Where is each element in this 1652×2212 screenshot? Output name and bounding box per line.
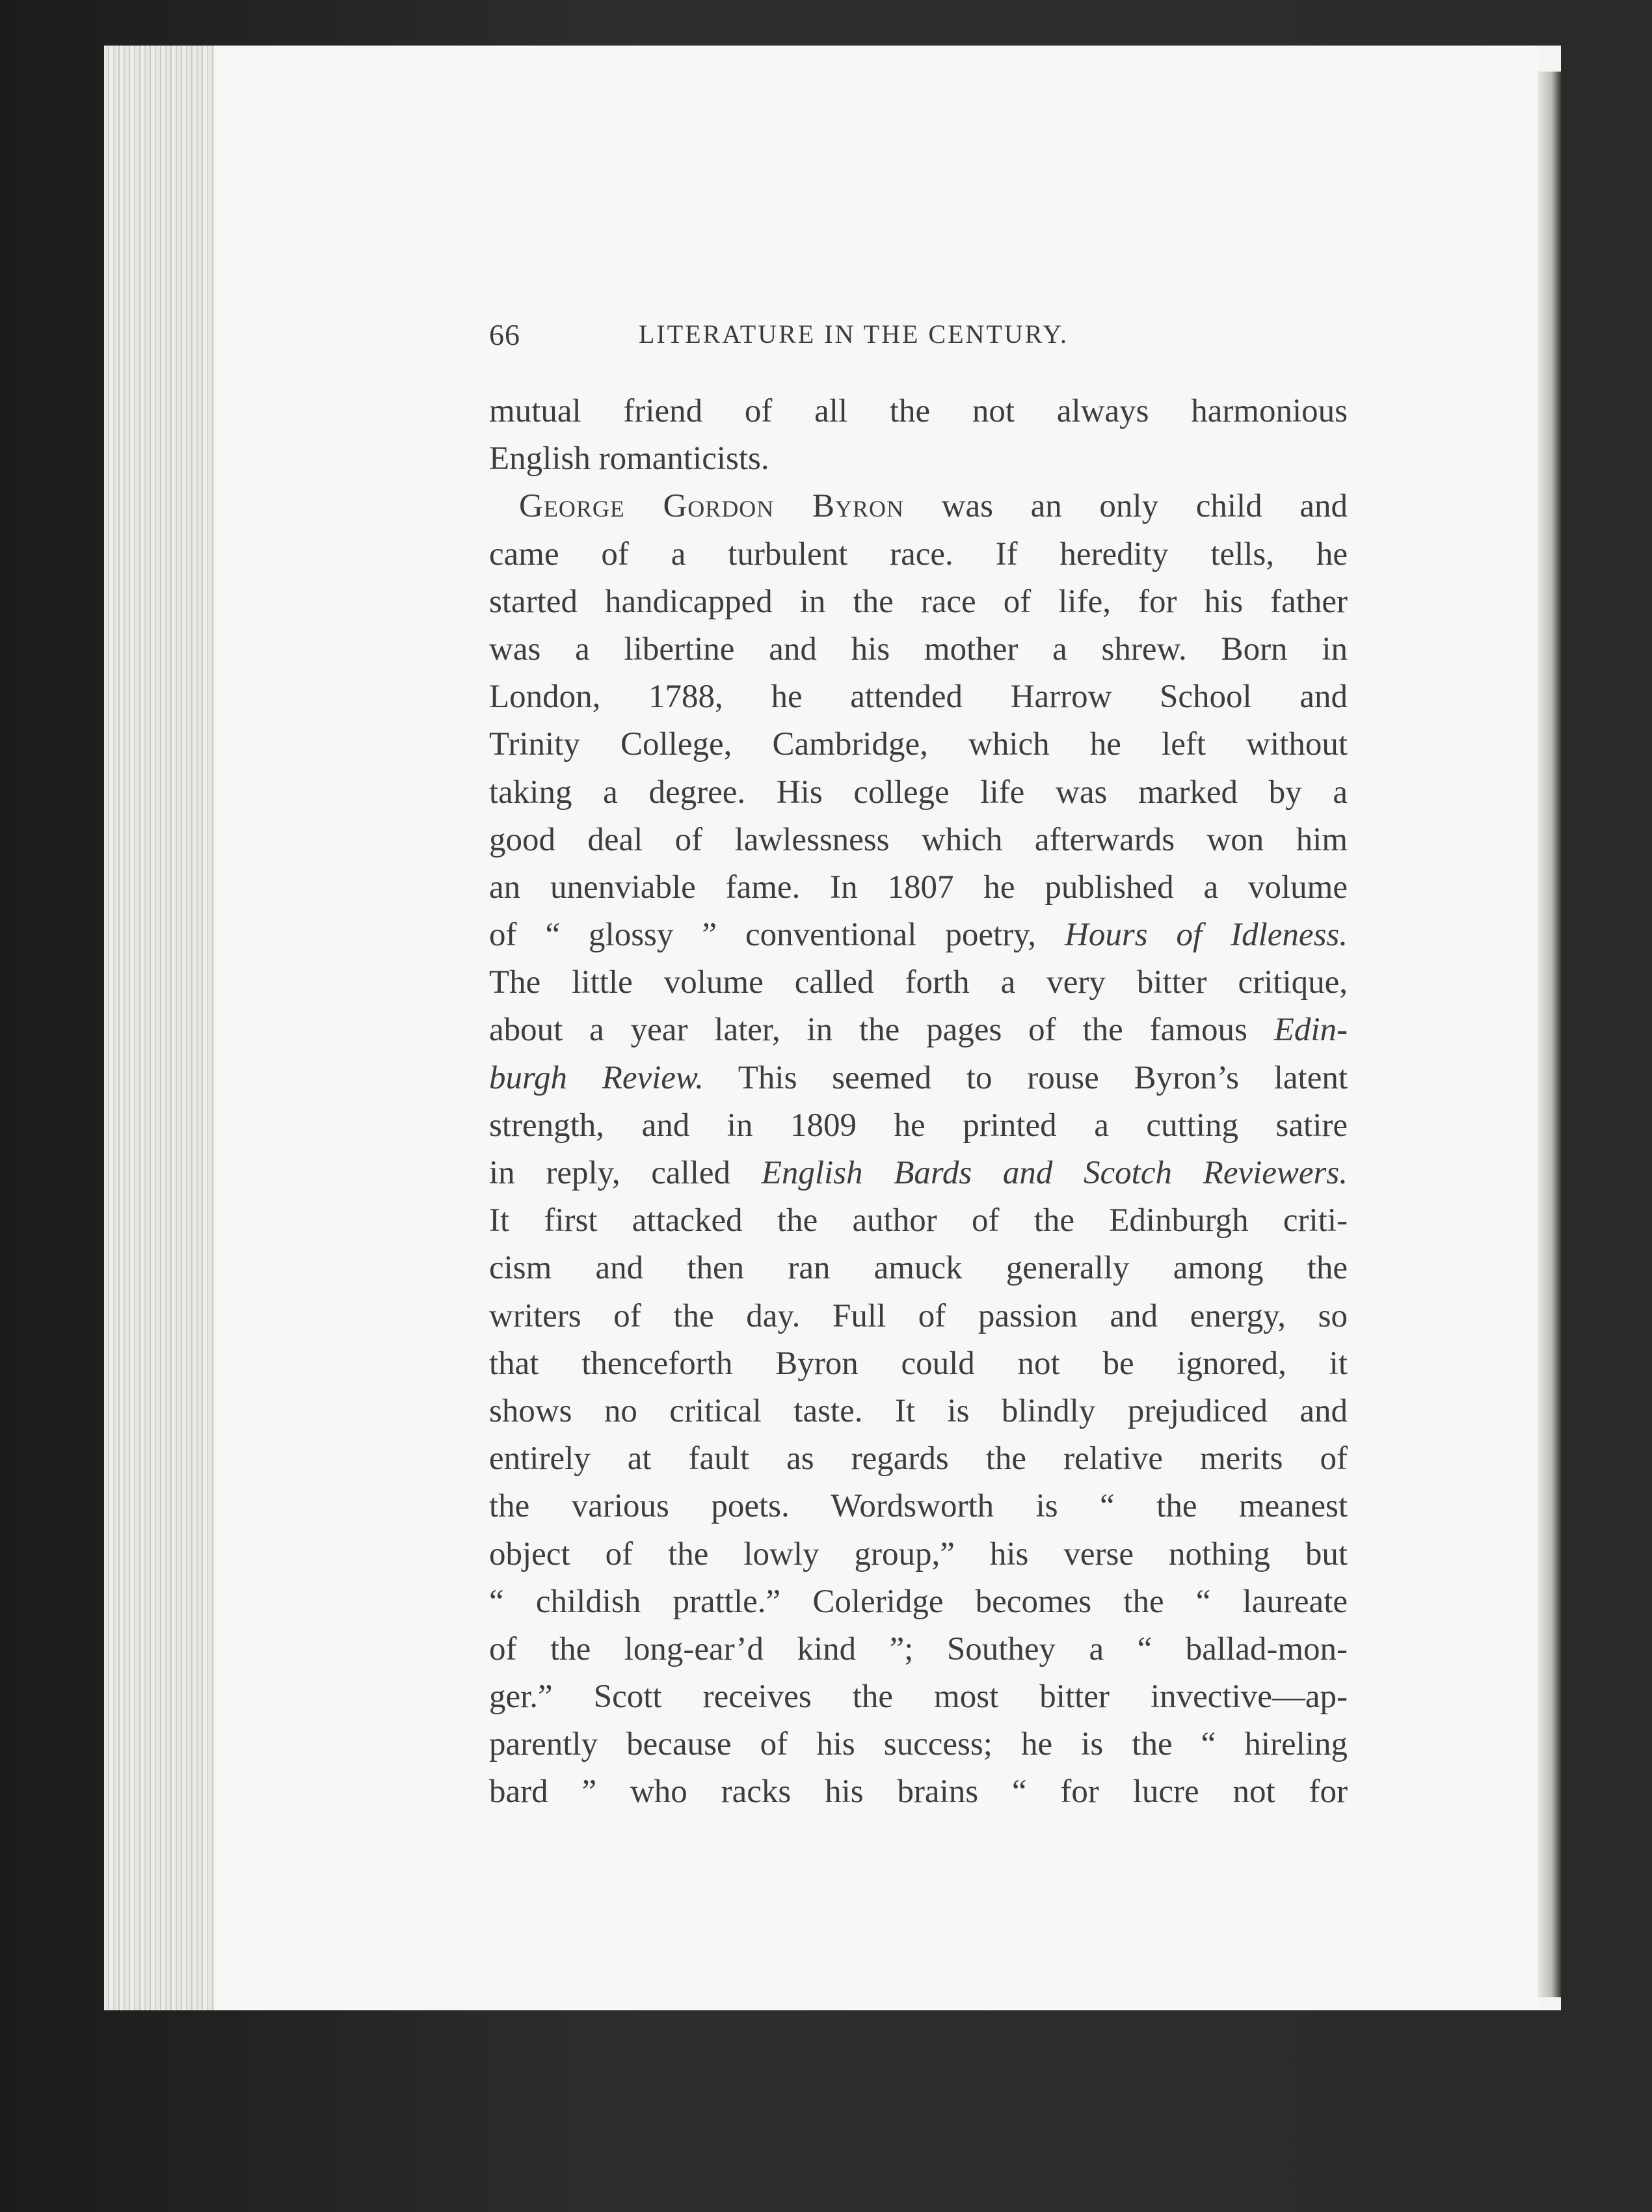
text-line: strength, and in 1809 he printed a cutting satire [489,1107,1348,1144]
text-line: was a libertine and his mother a shrew. Born in [489,630,1348,668]
text-line: It first attacked the author of the Edinburgh criti- [489,1202,1348,1239]
page-stack-edge [104,46,217,2010]
journal-title: Edin- [1273,1012,1348,1049]
text-line [489,911,1348,959]
text-line: taking a degree. His college life was marked by a [489,774,1348,811]
journal-title: burgh Review. [489,1059,704,1096]
text-line-fragment: This seemed to rouse Byron’s latent [738,1059,1348,1096]
text-line: Trinity College, Cambridge, which he left without [489,726,1348,763]
body-text [489,388,1348,1816]
book-title: English Bards and Scotch Reviewers. [761,1155,1348,1191]
text-line: of the long-ear’d kind ”; Southey a “ ballad-mon- [489,1630,1348,1667]
text-line: ger.” Scott receives the most bitter invective—ap- [489,1679,1348,1716]
text-line: good deal of lawlessness which afterwards won him [489,821,1348,858]
text-line: shows no critical taste. It is blindly prejudiced and [489,1392,1348,1429]
text-line: entirely at fault as regards the relative merits of [489,1440,1348,1477]
text-line-fragment: was an only child and [941,488,1348,525]
text-line: cism and then ran amuck generally among the [489,1250,1348,1287]
text-line: English romanticists. [489,440,769,478]
text-line: London, 1788, he attended Harrow School and [489,679,1348,716]
running-head: LITERATURE IN THE CENTURY. [639,319,1069,349]
book-title: Hours of Idleness. [1065,917,1348,954]
page-number: 66 [489,318,520,351]
page-header [489,317,1348,363]
text-line [489,1006,1348,1054]
text-line: parently because of his success; he is the “ hireling [489,1726,1348,1763]
text-line: started handicapped in the race of life, for his father [489,583,1348,620]
text-line: The little volume called forth a very bitter critique, [489,964,1348,1001]
text-line: bard ” who racks his brains “ for lucre not for [489,1774,1348,1811]
text-line: object of the lowly group,” his verse nothing but [489,1535,1348,1572]
text-line [489,1150,1348,1197]
text-line: an unenviable fame. In 1807 he published a volume [489,869,1348,906]
text-line: mutual friend of all the not always harmonious [489,393,1348,429]
text-line [489,483,1348,530]
text-line-fragment: of “ glossy ” conventional poetry, [489,917,1037,954]
gutter-shadow [1538,72,1561,1997]
text-line [489,1055,1348,1102]
person-name: George Gordon Byron [519,488,904,525]
text-line: that thenceforth Byron could not be ignored, it [489,1345,1348,1382]
text-line: came of a turbulent race. If heredity tells, he [489,535,1348,573]
text-line-fragment: about a year later, in the pages of the famous [489,1012,1247,1049]
text-line: writers of the day. Full of passion and energy, so [489,1297,1348,1334]
text-line: the various poets. Wordsworth is “ the meanest [489,1488,1348,1525]
text-line-fragment: in reply, called [489,1155,731,1191]
text-line: “ childish prattle.” Coleridge becomes the “ laureate [489,1583,1348,1620]
